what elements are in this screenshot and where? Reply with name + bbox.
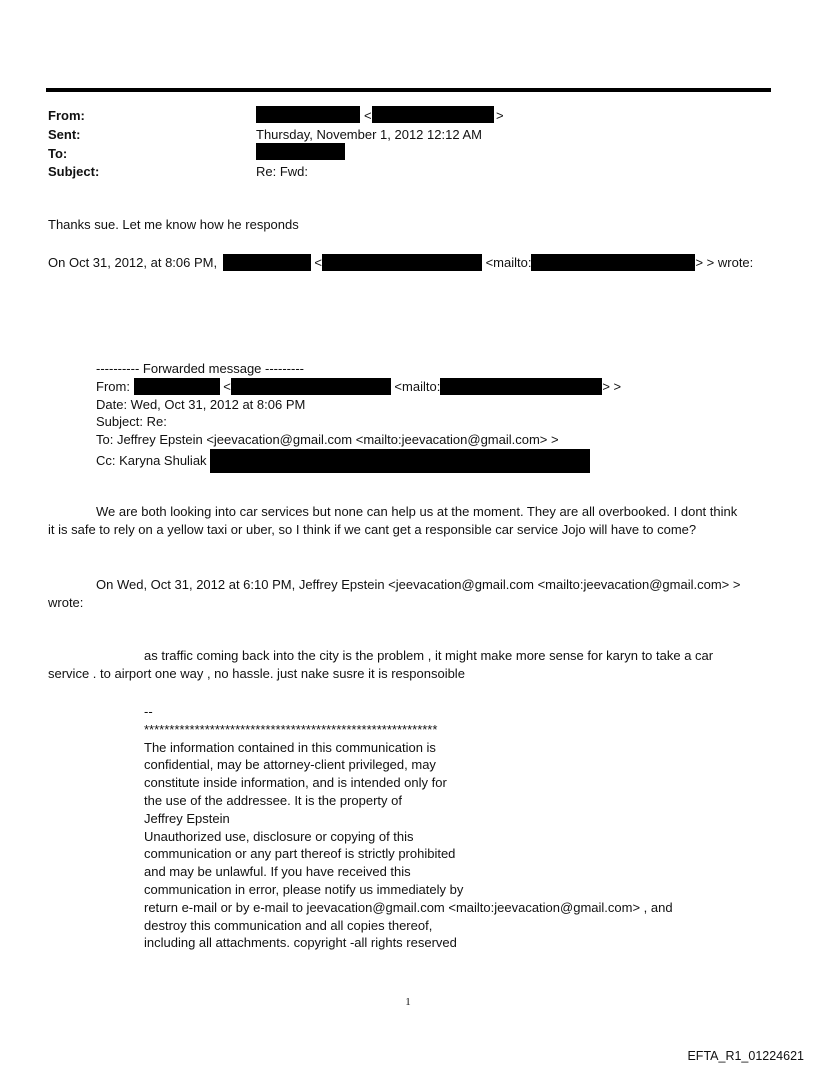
header-rule [46,88,771,92]
forwarded-from-suffix: > > [602,378,622,394]
from-lt: < [364,108,372,123]
forwarded-date: Date: Wed, Oct 31, 2012 at 8:06 PM [96,396,306,412]
disclaimer-line: confidential, may be attorney-client privileged, may [144,757,436,773]
disclaimer-line: and may be unlawful. If you have received this [144,864,411,880]
disclaimer-line: including all attachments. copyright -all rights reserved [144,935,457,951]
disclaimer-line: communication in error, please notify us immediately by [144,881,464,897]
disclaimer-line: return e-mail or by e-mail to jeevacation@gmail.com <mailto:jeevacation@gmail.com> , and [144,899,673,915]
forwarded-cc-label: Cc: Karyna Shuliak [96,452,207,468]
forwarded-from-line [96,378,621,396]
disclaimer-line: The information contained in this communication is [144,739,436,755]
quote-intro-line [48,254,753,271]
redacted-cc-email [210,449,590,473]
disclaimer-block [144,703,673,952]
to-label: To: [48,146,68,161]
disclaimer-line: communication or any part thereof is strictly prohibited [144,846,456,862]
disclaimer-line: constitute inside information, and is intended only for [144,775,447,791]
reply-line: Thanks sue. Let me know how he responds [48,217,299,232]
forwarded-to: To: Jeffrey Epstein <jeevacation@gmail.com <mailto:jeevacation@gmail.com> > [96,432,559,448]
forwarded-cc-line [96,449,621,473]
forwarded-from-mailto: <mailto: [394,378,441,394]
quote-intro-lt: < [314,255,322,270]
redacted-forwarded-mailto [440,378,602,395]
sent-value: Thursday, November 1, 2012 12:12 AM [256,127,482,142]
redacted-quote-mailto [531,254,695,271]
quote2-line1: On Wed, Oct 31, 2012 at 6:10 PM, Jeffrey Epstein <jeevacation@gmail.com <mailto:jeevacation@gmail.com> > [96,577,741,592]
para2-line1: as traffic coming back into the city is the problem , it might make more sense for karyn to take a car [144,648,714,663]
para2-line2: service . to airport one way , no hassle. just nake susre it is responsoible [48,666,465,681]
sent-label: Sent: [48,127,81,142]
redacted-sender-name [256,106,360,123]
quote-intro-mailto: <mailto: [485,255,532,270]
disclaimer-line: Unauthorized use, disclosure or copying of this [144,828,414,844]
subject-label: Subject: [48,164,100,179]
redacted-forwarded-email [231,378,391,395]
from-gt: > [496,108,504,123]
forwarded-header [96,360,621,473]
forwarded-from-lt: < [223,378,231,394]
disclaimer-line: destroy this communication and all copies thereof, [144,917,433,933]
redacted-recipient [256,143,345,160]
stars-line: ********************************************************** [144,721,438,737]
forwarded-subject: Subject: Re: [96,414,167,430]
from-label: From: [48,108,85,123]
forwarded-divider: ---------- Forwarded message --------- [96,361,304,376]
document-id: EFTA_R1_01224621 [687,1049,804,1063]
quote-intro-suffix: > > wrote: [695,255,754,270]
disclaimer-line: Jeffrey Epstein [144,810,230,826]
quote-2-intro [48,576,740,612]
redacted-quote-email [322,254,482,271]
para1-line2: it is safe to rely on a yellow taxi or uber, so I think if we cant get a responsible car service Jojo will have to come? [48,522,697,537]
disclaimer-line: the use of the addressee. It is the property of [144,792,402,808]
message-paragraph-1 [48,503,737,539]
signature-dash: -- [144,704,153,719]
redacted-sender-email [372,106,494,123]
message-paragraph-2 [48,647,713,683]
quote-intro-prefix: On Oct 31, 2012, at 8:06 PM, [48,255,218,270]
page-number: 1 [405,996,411,1008]
quote2-line2: wrote: [48,595,84,610]
redacted-forwarded-name [134,378,220,395]
redacted-quote-name [223,254,311,271]
forwarded-from-label: From: [96,378,130,394]
subject-value: Re: Fwd: [256,164,309,179]
para1-line1: We are both looking into car services but none can help us at the moment. They are all overbooked. I dont think [96,504,738,519]
